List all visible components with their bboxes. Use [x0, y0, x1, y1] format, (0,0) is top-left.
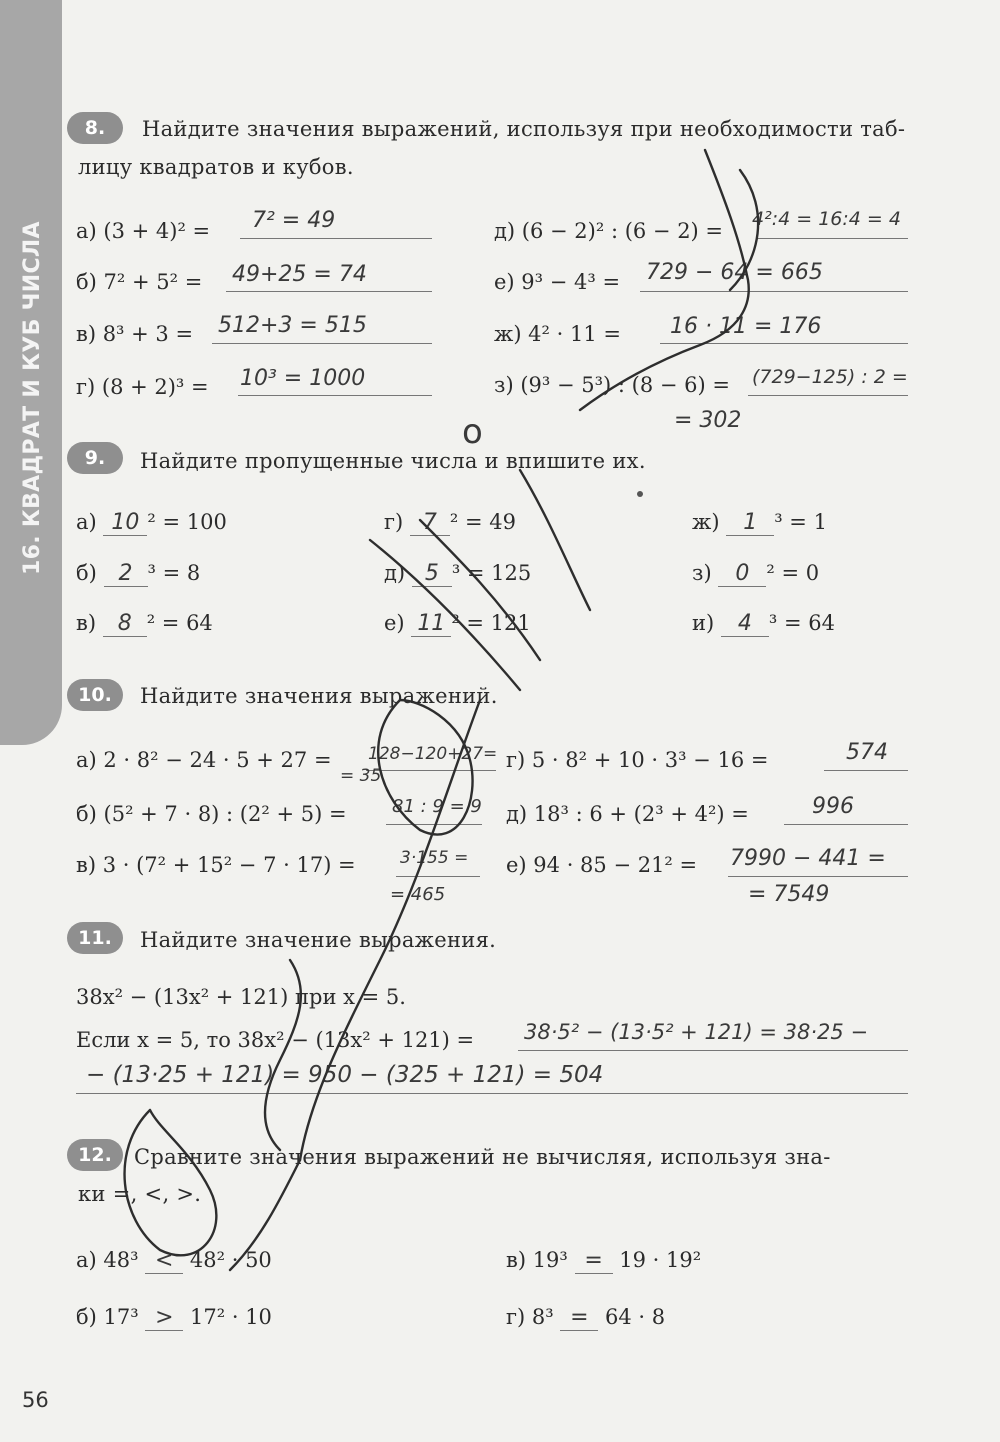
- ex9-a-blank: 10: [103, 510, 147, 536]
- ex12-d: г) 8³ = 64 · 8: [506, 1305, 666, 1330]
- ex11-answer: 38·5² − (13·5² + 121) = 38·25 −: [524, 1020, 869, 1044]
- ex9-f: е) 11 ² = 121: [384, 611, 531, 636]
- scribble-stroke-top: [580, 150, 749, 410]
- ex8-h-label: з) (9³ − 5³) : (8 − 6) =: [494, 373, 730, 397]
- ex8-b-answer: 49+25 = 74: [232, 262, 367, 287]
- ex12-b-blank: >: [145, 1305, 183, 1331]
- exercise-10-badge: 10.: [67, 679, 123, 711]
- exercise-9-badge: 9.: [67, 442, 123, 474]
- exercise-8-title-line1: Найдите значения выражений, используя при необходимости таб-: [142, 117, 906, 141]
- ex9-b-blank: 2: [104, 561, 148, 587]
- ex10-d-label: г) 5 · 8² + 10 · 3³ − 16 =: [506, 748, 769, 772]
- ex8-c-label: в) 8³ + 3 =: [76, 322, 194, 346]
- ex9-e: д) 5 ³ = 125: [384, 561, 532, 586]
- exercise-8-badge: 8.: [67, 112, 123, 144]
- ex11-answer-cont: − (13·25 + 121) = 950 − (325 + 121) = 504: [86, 1062, 604, 1088]
- ex10-c-answer-cont: = 465: [390, 884, 446, 905]
- ex8-a-label: а) (3 + 4)² =: [76, 219, 211, 243]
- chapter-title: 16. КВАДРАТ И КУБ ЧИСЛА: [20, 221, 45, 575]
- ex8-d-label: г) (8 + 2)³ =: [76, 375, 209, 399]
- page-number: 56: [22, 1388, 49, 1412]
- ex9-e-blank: 5: [412, 561, 452, 587]
- ex11-expression: 38x² − (13x² + 121) при x = 5.: [76, 985, 406, 1009]
- ex9-h-blank: 0: [718, 561, 766, 587]
- ex8-f-label: е) 9³ − 4³ =: [494, 270, 621, 294]
- ex10-b-label: б) (5² + 7 · 8) : (2² + 5) =: [76, 802, 347, 826]
- scribble-long-descender: [300, 700, 480, 1160]
- ex8-g-answer: 16 · 11 = 176: [670, 314, 822, 339]
- exercise-8-title-line2: лицу квадратов и кубов.: [78, 155, 354, 179]
- ex8-g-label: ж) 4² · 11 =: [494, 322, 621, 346]
- ex8-h-answer-cont: = 302: [674, 408, 742, 433]
- ex12-a: а) 48³ < 48² · 50: [76, 1248, 272, 1273]
- ex10-a-answer-cont: = 35: [340, 766, 382, 786]
- ex10-a-label: а) 2 · 8² − 24 · 5 + 27 =: [76, 748, 332, 772]
- ex12-d-blank: =: [560, 1305, 598, 1331]
- ex9-h: з) 0 ² = 0: [692, 561, 820, 586]
- ex12-b: б) 17³ > 17² · 10: [76, 1305, 272, 1330]
- ex9-c: в) 8 ² = 64: [76, 611, 213, 636]
- ex9-a: а) 10 ² = 100: [76, 510, 227, 535]
- ex8-e-label: д) (6 − 2)² : (6 − 2) =: [494, 219, 724, 243]
- exercise-12-badge: 12.: [67, 1139, 123, 1171]
- ex10-f-answer-cont: = 7549: [748, 882, 830, 907]
- exercise-9-title: Найдите пропущенные числа и впишите их.: [140, 449, 646, 473]
- ex10-d-answer: 574: [846, 740, 888, 765]
- ex9-d-blank: 7: [410, 510, 450, 536]
- ex10-a-answer: 128−120+27=: [368, 744, 498, 764]
- ex10-c-label: в) 3 · (7² + 15² − 7 · 17) =: [76, 853, 356, 877]
- ex10-e-answer: 996: [812, 794, 854, 819]
- scribble-bottom-tail: [230, 1160, 300, 1270]
- ex9-f-blank: 11: [411, 611, 451, 637]
- ink-dot: [637, 491, 643, 497]
- ex8-a-answer: 7² = 49: [252, 208, 336, 233]
- ex9-g: ж) 1 ³ = 1: [692, 510, 827, 535]
- handwritten-o-mark: o: [462, 412, 483, 452]
- scribble-diagonal-1: [370, 540, 520, 690]
- scribble-bottom-loop: [125, 1110, 217, 1255]
- ex9-i-blank: 4: [721, 611, 769, 637]
- ex9-i: и) 4 ³ = 64: [692, 611, 835, 636]
- ex8-e-answer: 4²:4 = 16:4 = 4: [752, 208, 901, 230]
- ex8-f-answer: 729 − 64 = 665: [646, 260, 823, 285]
- ex10-e-label: д) 18³ : 6 + (2³ + 4²) =: [506, 802, 749, 826]
- scribble-zigzag: [265, 960, 301, 1150]
- ex8-h-answer: (729−125) : 2 =: [752, 366, 908, 388]
- ex10-f-label: е) 94 · 85 − 21² =: [506, 853, 698, 877]
- ex9-c-blank: 8: [103, 611, 147, 637]
- ex12-c: в) 19³ = 19 · 19²: [506, 1248, 702, 1273]
- ex10-c-answer: 3·155 =: [400, 848, 469, 868]
- exercise-11-title: Найдите значение выражения.: [140, 928, 497, 952]
- ex10-b-answer: 81 : 9 = 9: [392, 796, 482, 817]
- exercise-11-badge: 11.: [67, 922, 123, 954]
- scribble-diagonal-2: [420, 520, 540, 660]
- ex11-condition: Если x = 5, то 38x² − (13x² + 121) =: [76, 1028, 475, 1052]
- exercise-10-title: Найдите значения выражений.: [140, 684, 498, 708]
- exercise-12-title-line2: ки =, <, >.: [78, 1182, 202, 1206]
- ex12-a-blank: <: [145, 1248, 183, 1274]
- ex8-b-label: б) 7² + 5² =: [76, 270, 203, 294]
- ex10-f-answer: 7990 − 441 =: [730, 846, 886, 871]
- ex9-b: б) 2 ³ = 8: [76, 561, 201, 586]
- scribble-slash: [520, 470, 590, 610]
- scribble-loop: [378, 700, 472, 835]
- ex9-g-blank: 1: [726, 510, 774, 536]
- ex12-c-blank: =: [575, 1248, 613, 1274]
- ex9-d: г) 7 ² = 49: [384, 510, 516, 535]
- ex8-c-answer: 512+3 = 515: [218, 313, 367, 338]
- ex8-d-answer: 10³ = 1000: [240, 366, 366, 391]
- exercise-12-title-line1: Сравните значения выражений не вычисляя, используя зна-: [134, 1145, 831, 1169]
